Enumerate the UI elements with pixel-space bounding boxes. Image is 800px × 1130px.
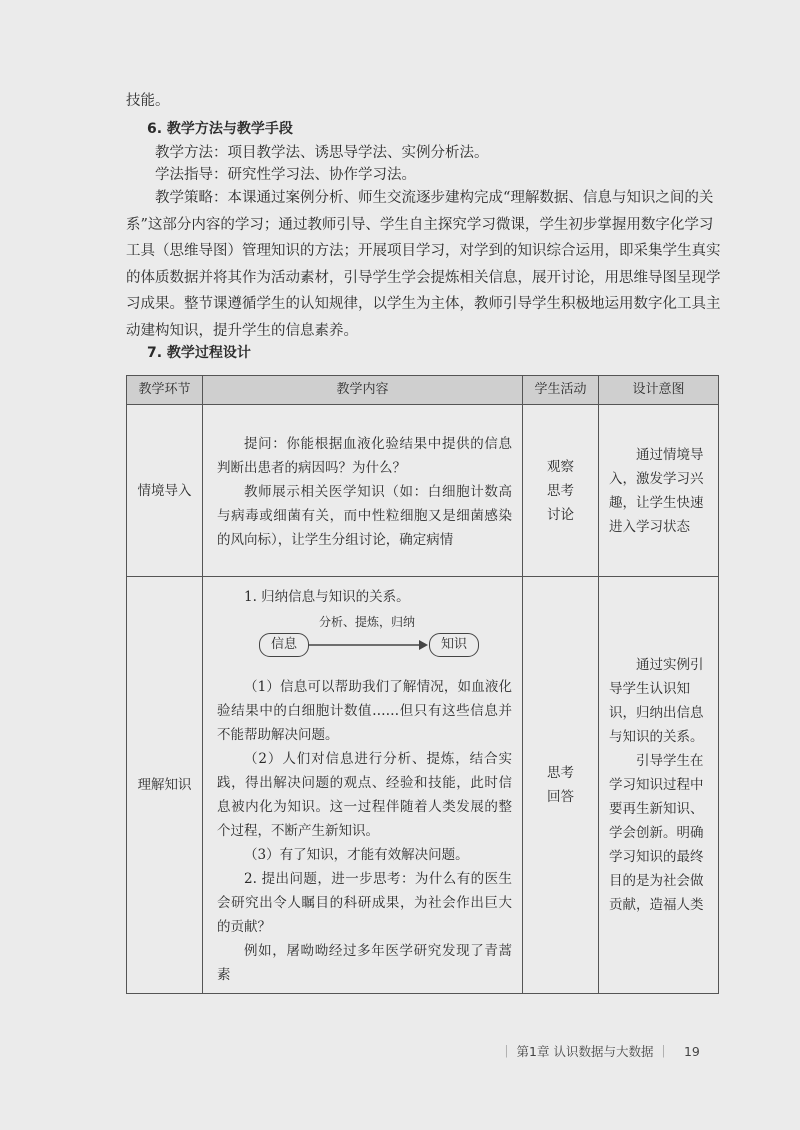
arrow-right-icon xyxy=(307,637,429,653)
info-knowledge-diagram xyxy=(217,613,512,665)
content-paragraph: 2. 提出问题，进一步思考：为什么有的医生会研究出令人瞩目的科研成果，为社会作出巨大的贡献？ xyxy=(217,871,512,935)
page-footer xyxy=(500,1042,740,1060)
learning-guidance-line: 学法指导：研究性学习法、协作学习法。 xyxy=(155,167,416,183)
activity-item: 思考 xyxy=(547,765,574,781)
activity-item: 思考 xyxy=(547,482,574,499)
stage-cell: 理解知识 xyxy=(127,577,203,994)
table-row xyxy=(127,577,719,994)
footer-chapter: 第1章 xyxy=(516,1044,550,1059)
header-stage: 教学环节 xyxy=(127,376,203,405)
content-paragraph: 例如，屠呦呦经过多年医学研究发现了青蒿素 xyxy=(217,943,512,983)
header-intent: 设计意图 xyxy=(599,376,719,405)
page-number: 19 xyxy=(683,1044,700,1059)
intent-cell xyxy=(599,577,719,994)
intent-paragraph: 引导学生在学习知识过程中要再生新知识、学会创新。明确学习知识的最终目的是为社会做贡献，造福人类 xyxy=(609,753,704,913)
header-activity: 学生活动 xyxy=(523,376,599,405)
content-paragraph: （2）人们对信息进行分析、提炼，结合实践，得出解决问题的观点、经验和技能，此时信息被内化为知识。这一过程伴随着人类发展的整个过程，不断产生新知识。 xyxy=(217,751,512,839)
stage-cell: 情境导入 xyxy=(127,405,203,577)
section-6-heading: 6. 教学方法与教学手段 xyxy=(147,121,293,137)
content-paragraph: 教师展示相关医学知识（如：白细胞计数高与病毒或细菌有关，而中性粒细胞又是细菌感染的风向标），让学生分组讨论，确定病情 xyxy=(217,483,512,548)
activity-cell xyxy=(523,577,599,994)
footer-divider: ｜ xyxy=(657,1044,670,1059)
activity-cell xyxy=(523,405,599,577)
header-content: 教学内容 xyxy=(203,376,523,405)
teaching-method-line: 教学方法：项目教学法、诱思导学法、实例分析法。 xyxy=(155,145,489,161)
activity-item: 回答 xyxy=(547,789,574,805)
intent-paragraph: 通过实例引导学生认识知识，归纳出信息与知识的关系。 xyxy=(609,657,704,745)
knowledge-box: 知识 xyxy=(429,633,479,657)
table-row xyxy=(127,405,719,577)
footer-chapter-title: 认识数据与大数据 xyxy=(553,1044,654,1059)
content-subtitle: 1. 归纳信息与知识的关系。 xyxy=(244,589,410,605)
intent-cell xyxy=(599,405,719,577)
footer-divider: ｜ xyxy=(500,1044,513,1059)
activity-item: 讨论 xyxy=(547,506,574,523)
teaching-strategy-paragraph: 教学策略：本课通过案例分析、师生交流逐步建构完成“理解数据、信息与知识之间的关系”这部分内容的学习；通过教师引导、学生自主探究学习微课，学生初步掌握用数字化学习工具（思维导图）管理知识的方法；开展项目学习，对学到的知识综合运用，即采集学生真实的体质数据并将其作为活动素材，引导学生学会提炼相关信息，展开讨论，用思维导图呈现学习成果。整节课遵循学生的认知规律，以学生为主体，教师引导学生积极地运用数字化工具主动建构知识，提升学生的信息素养。 xyxy=(126,190,721,339)
info-box: 信息 xyxy=(259,633,309,657)
content-paragraph: （1）信息可以帮助我们了解情况，如血液化验结果中的白细胞计数值……但只有这些信息并不能帮助解决问题。 xyxy=(217,679,512,743)
teaching-process-table xyxy=(126,375,719,994)
intent-paragraph: 通过情境导入，激发学习兴趣，让学生快速进入学习状态 xyxy=(609,446,704,535)
activity-item: 观察 xyxy=(547,458,574,475)
content-cell xyxy=(203,577,523,994)
text-fragment: 技能。 xyxy=(126,93,170,109)
content-cell xyxy=(203,405,523,577)
table-header-row xyxy=(127,376,719,405)
section-7-heading: 7. 教学过程设计 xyxy=(147,345,251,361)
content-paragraph: （3）有了知识，才能有效解决问题。 xyxy=(244,847,469,863)
arrow-label: 分析、提炼，归纳 xyxy=(319,615,416,629)
content-paragraph: 提问：你能根据血液化验结果中提供的信息判断出患者的病因吗？为什么？ xyxy=(217,435,512,476)
